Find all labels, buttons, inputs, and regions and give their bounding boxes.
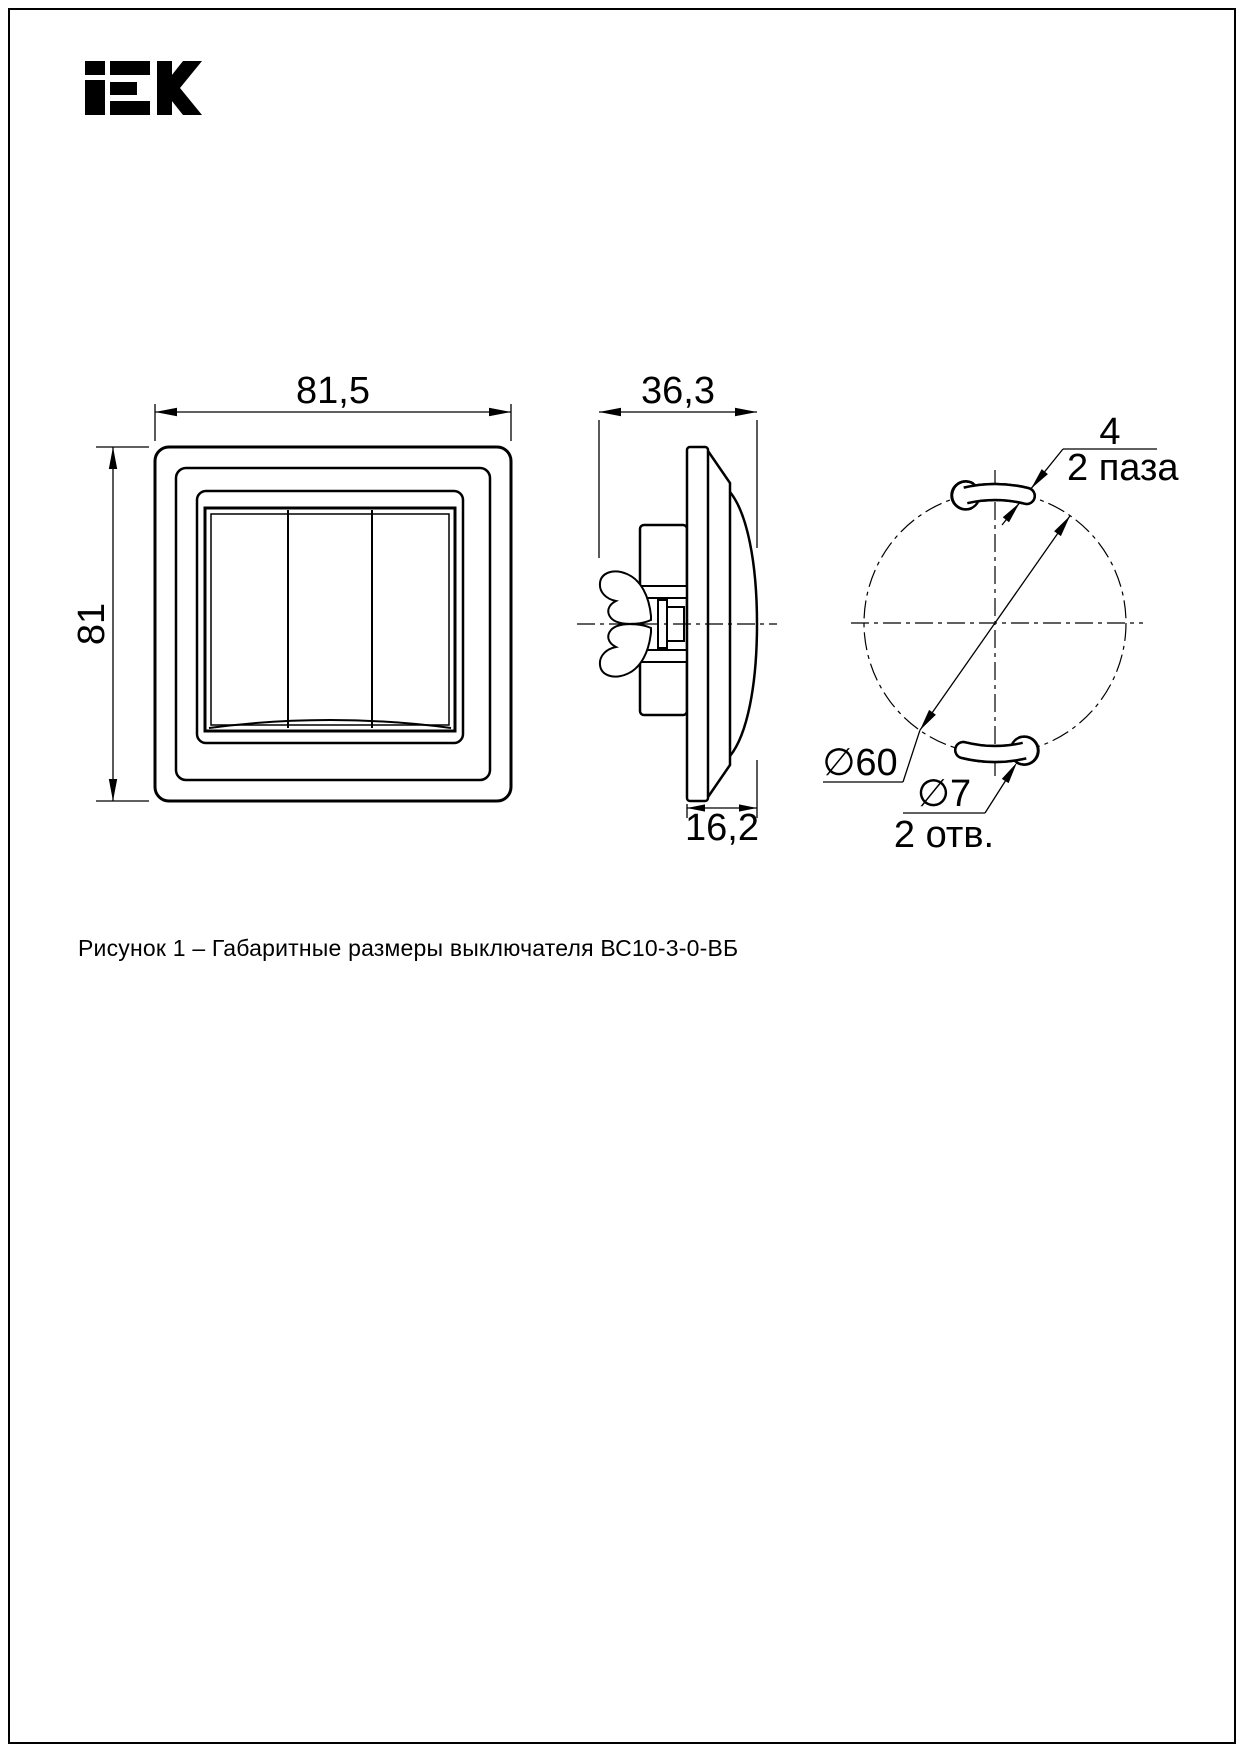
- hole-diameter-dimension: [894, 762, 1017, 856]
- iek-logo-icon: [85, 61, 202, 115]
- side-depth-dim-label: 36,3: [641, 370, 715, 412]
- side-view-drawing: [577, 447, 777, 801]
- hole-diameter-label: ∅7: [916, 773, 972, 815]
- side-protrusion-dim-label: 16,2: [685, 807, 759, 849]
- front-plate-outline: [155, 447, 511, 801]
- rocker-opening-outer: [205, 508, 455, 731]
- figure-caption: Рисунок 1 – Габаритные размеры выключателя ВС10-3-0-ВБ: [78, 935, 739, 961]
- mounting-holes-drawing: [822, 411, 1179, 856]
- front-frame-line: [176, 468, 490, 780]
- front-view-drawing: [155, 447, 511, 801]
- front-view-dimensions: [71, 370, 511, 801]
- mounting-slot-top: [952, 481, 1035, 509]
- rocker-surround: [197, 491, 463, 743]
- hole-count-label: 2 отв.: [893, 814, 995, 856]
- slot-width-label: 4: [1099, 411, 1121, 453]
- slot-width-dimension: [1002, 411, 1179, 525]
- rocker-bottom-curve: [209, 720, 451, 728]
- rocker-opening-inner: [211, 514, 449, 725]
- front-height-dim-label: 81: [71, 602, 113, 646]
- circle-diameter-label: ∅60: [822, 742, 898, 784]
- front-width-dim-label: 81,5: [296, 370, 370, 412]
- slot-count-label: 2 паза: [1067, 447, 1179, 489]
- mounting-slot-bottom: [955, 737, 1038, 765]
